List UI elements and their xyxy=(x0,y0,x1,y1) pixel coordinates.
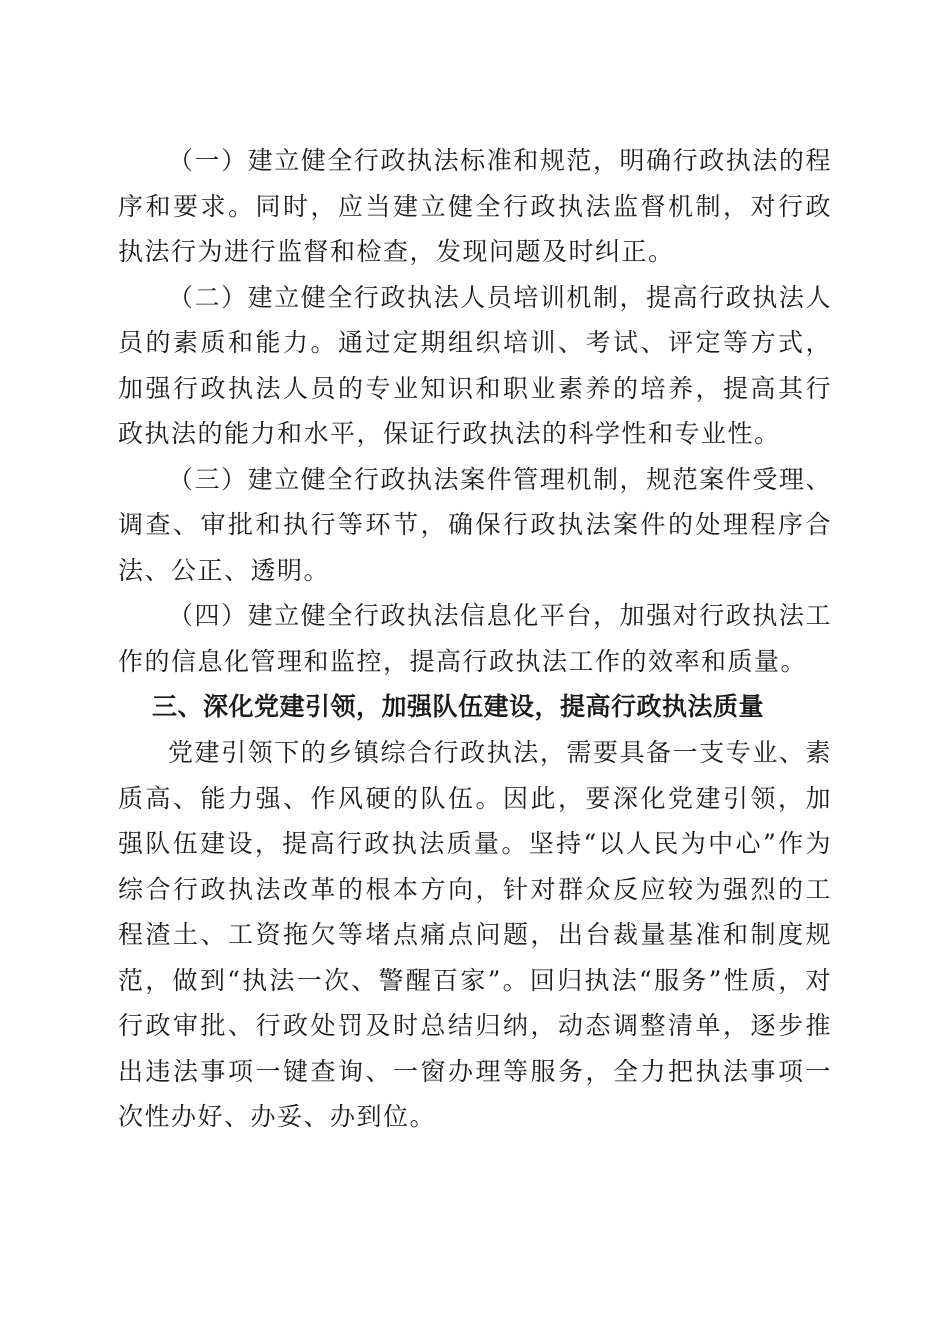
section-heading: 三、深化党建引领，加强队伍建设，提高行政执法质量 xyxy=(152,692,765,721)
document-body xyxy=(118,138,832,1140)
paragraph-party-building: 党建引领下的乡镇综合行政执法，需要具备一支专业、素质高、能力强、作风硬的队伍。因此，要深化党建引领，加强队伍建设，提高行政执法质量。坚持“以人民为中心”作为综合行政执法改革的根本方向，针对群众反应较为强烈的工程渣土、工资拖欠等堵点痛点问题，出台裁量基准和制度规范，做到“执法一次、警醒百家”。回归执法“服务”性质，对行政审批、行政处罚及时总结归纳，动态调整清单，逐步推出违法事项一键查询、一窗办理等服务，全力把执法事项一次性办好、办妥、办到位。 xyxy=(118,738,832,1131)
paragraph-case-management: （三）建立健全行政执法案件管理机制，规范案件受理、调查、审批和执行等环节，确保行政执法案件的处理程序合法、公正、透明。 xyxy=(118,464,832,585)
paragraph-training: （二）建立健全行政执法人员培训机制，提高行政执法人员的素质和能力。通过定期组织培训、考试、评定等方式，加强行政执法人员的专业知识和职业素养的培养，提高其行政执法的能力和水平，保证行政执法的科学性和专业性。 xyxy=(118,282,832,448)
paragraph-informatization: （四）建立健全行政执法信息化平台，加强对行政执法工作的信息化管理和监控，提高行政执法工作的效率和质量。 xyxy=(118,601,832,676)
paragraph-standards: （一）建立健全行政执法标准和规范，明确行政执法的程序和要求。同时，应当建立健全行政执法监督机制，对行政执法行为进行监督和检查，发现问题及时纠正。 xyxy=(118,146,832,266)
